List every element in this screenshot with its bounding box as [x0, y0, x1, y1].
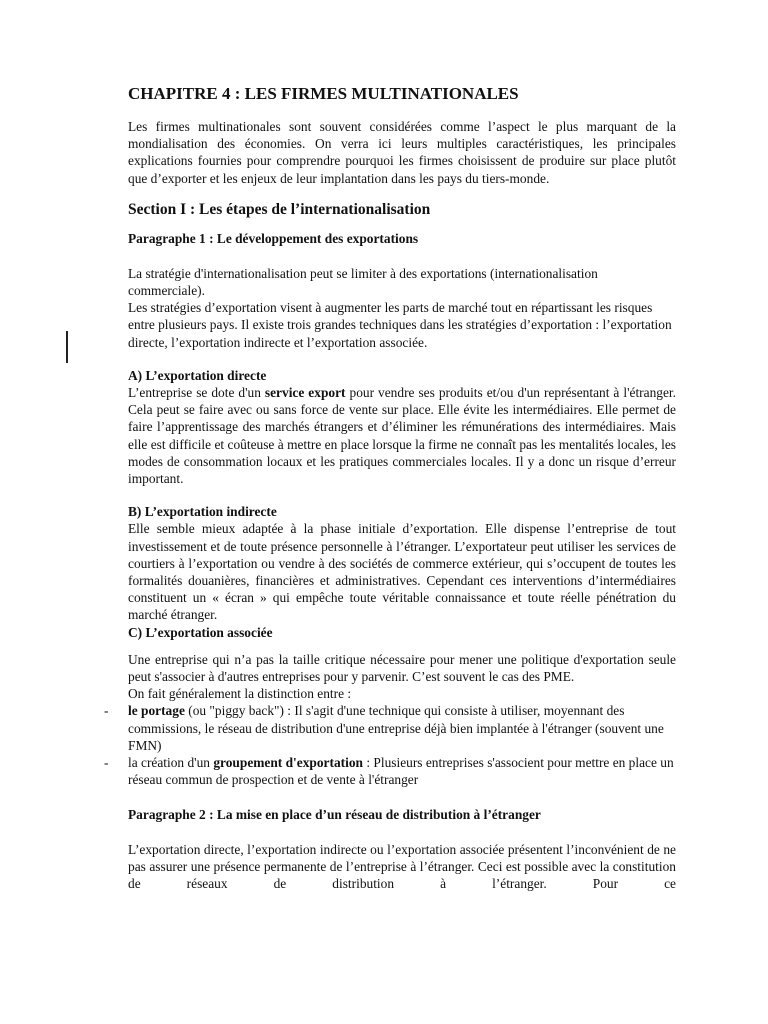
subsection-a-text: [128, 384, 676, 487]
a-text-pre: L’entreprise se dote d'un: [128, 385, 265, 401]
subsection-a-title: A) L’exportation directe: [128, 367, 267, 383]
a-text-post: pour vendre ses produits et/ou d'un représentant à l'étranger. Cela peut se faire avec ou sans force de vente sur place. Elle évite les intermédiaires. Elle permet de faire l’apprentissage des marchés étrangers et d’éliminer les rémunérations des intermédiaires. Mais elle est difficile et coûteuse à mettre en place lorsque la firme ne connaît pas les mentalités locales, les modes de consommation locaux et les pratiques commerciales locales. Il y a donc un risque d’erreur important.: [128, 385, 676, 487]
text-cursor-mark: [66, 331, 68, 363]
a-text-bold: service export: [264, 385, 346, 401]
bullet-text: (ou "piggy back") : Il s'agit d'une technique qui consiste à utiliser, moyennant des commissions, le réseau de distribution d'une entreprise déjà bien implantée à l'étranger (souvent une FMN): [128, 703, 664, 753]
section-title: Section I : Les étapes de l’internationalisation: [128, 200, 431, 218]
bullet-pre: la création d'un: [128, 755, 214, 771]
p1-text2: Les stratégies d’exportation visent à augmenter les parts de marché tout en répartissant les risques entre plusieurs pays. Il existe trois grandes techniques dans les stratégies d’exportation : l’exportation directe, l’exportation indirecte et l’exportation associée.: [128, 300, 672, 350]
bullet-dash: -: [104, 755, 109, 771]
bullet-dash: -: [104, 703, 109, 719]
bullet-bold: groupement d'exportation: [213, 755, 363, 771]
subsection-b-text: Elle semble mieux adaptée à la phase initiale d’exportation. Elle dispense l’entreprise de tout investissement et de toute présence personnelle à l’étranger. L’exportateur peut utiliser les services de courtiers à l’exportation ou vendre à des sociétés de commerce extérieur, qui s’occupent de toutes les formalités douanières, financières et administratives. Cependant ces interventions d’intermédiaires constituent un « écran » qui empêche toute véritable connaissance et toute réelle pénétration du marché étranger.: [128, 521, 676, 623]
subsection-c-text: Une entreprise qui n’a pas la taille critique nécessaire pour mener une politique d'exportation seule peut s'associer à d'autres entreprises pour y parvenir. C’est souvent le cas des PME.: [128, 651, 676, 685]
bullet-portage: [104, 702, 676, 754]
bullet-bold: le portage: [128, 703, 185, 719]
bullet-groupement: [104, 754, 676, 788]
paragraph2-title: Paragraphe 2 : La mise en place d’un réseau de distribution à l’étranger: [128, 806, 541, 822]
bullet-text: : Plusieurs entreprises s'associent pour mettre en place un réseau commun de prospection et de vente à l'étranger: [128, 755, 674, 788]
intro-paragraph: Les firmes multinationales sont souvent considérées comme l’aspect le plus marquant de la mondialisation des économies. On verra ici leurs multiples caractéristiques, les principales explications fournies pour comprendre pourquoi les firmes choisissent de produire sur place plutôt que d’exporter et les enjeux de leur implantation dans les pays du tiers-monde.: [128, 119, 676, 186]
p2-text: L’exportation directe, l’exportation indirecte ou l’exportation associée présentent l’inconvénient de ne pas assurer une présence permanente de l’entreprise à l’étranger. Ceci est possible avec la constitution de réseaux de distribution à l’étranger. Pour ce: [128, 841, 676, 891]
paragraph1-title: Paragraphe 1 : Le développement des exportations: [128, 230, 419, 246]
chapter-title: CHAPITRE 4 : LES FIRMES MULTINATIONALES: [128, 84, 519, 103]
p1-text1: La stratégie d'internationalisation peut se limiter à des exportations (internationalisation commerciale).: [128, 265, 598, 299]
subsection-c-title: C) L’exportation associée: [128, 624, 273, 640]
subsection-b-title: B) L’exportation indirecte: [128, 504, 277, 520]
document-page: [104, 84, 676, 892]
c-distinction: On fait généralement la distinction entre :: [128, 686, 352, 702]
